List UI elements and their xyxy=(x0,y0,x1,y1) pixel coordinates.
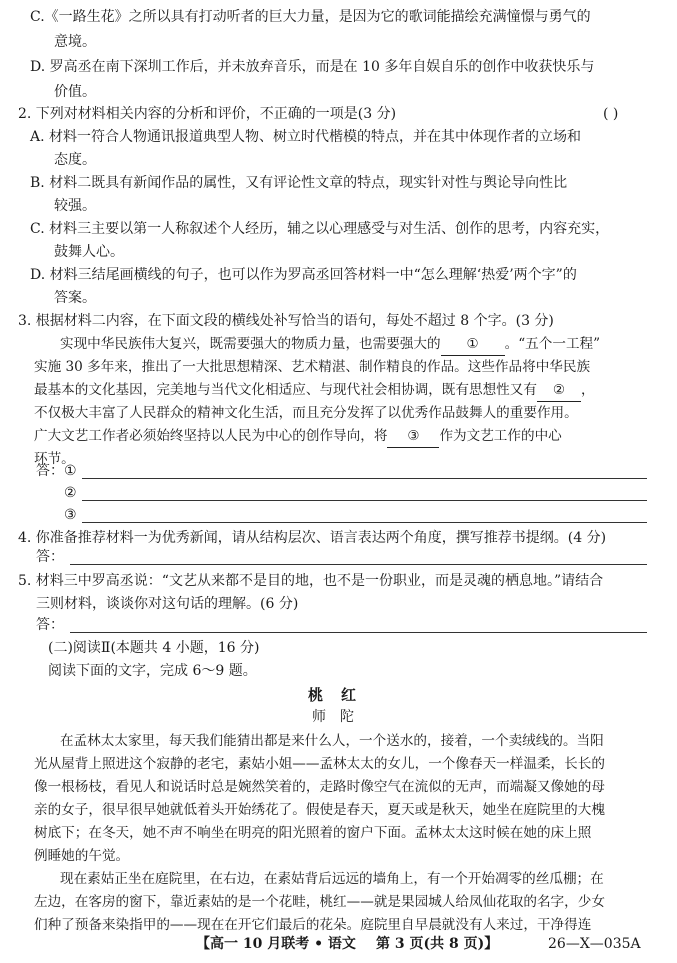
q3-passage-line4: 不仅极大丰富了人民群众的精神文化生活，而且充分发挥了以优秀作品鼓舞人的重要作用。 xyxy=(34,405,578,421)
q3-blank-1[interactable]: ① xyxy=(441,333,505,356)
q2-stem: 2. 下列对材料相关内容的分析和评价，不正确的一项是(3 分) xyxy=(18,106,397,122)
passage-line: 像一根杨枝，看见人和说话时总是婉然笑着的，走路时像空气在流似的无声，而端凝又像她的母 xyxy=(34,779,605,795)
q3-passage-line2: 实施 30 多年来，推出了一大批思想精深、艺术精湛、制作精良的作品。这些作品将中华民族 xyxy=(34,359,591,375)
passage-line: 们种了预备来染指甲的——现在在开它们最后的花朵。庭院里自早晨就没有人来过，干净得连 xyxy=(34,917,592,933)
q3-passage-text: 作为文艺工作的中心 xyxy=(439,428,562,444)
q3-passage-text: ， xyxy=(580,382,595,398)
q1-option-c-line1: C.《一路生花》之所以具有打动听者的巨大力量，是因为它的歌词能描绘充满憧憬与勇气的 xyxy=(30,9,591,25)
q4-answer-line[interactable] xyxy=(70,564,647,565)
q3-blank-3[interactable]: ③ xyxy=(387,425,439,448)
q5-stem-line1: 5. 材料三中罗高丞说：“文艺从来都不是目的地，也不是一份职业，而是灵魂的栖息地。”请结合 xyxy=(18,573,604,589)
q2-option-b-line2: 较强。 xyxy=(54,198,96,214)
q3-answer-line-3[interactable] xyxy=(82,522,647,523)
passage-author: 师陀 xyxy=(312,709,368,725)
q2-option-d-line1: D. 材料三结尾画横线的句子，也可以作为罗高丞回答材料一中“怎么理解‘热爱’两个字”的 xyxy=(30,267,577,283)
q2-option-a-line2: 态度。 xyxy=(54,152,96,168)
q1-option-c-line2: 意境。 xyxy=(54,34,96,50)
q2-option-c-line1: C. 材料三主要以第一人称叙述个人经历，辅之以心理感受与对生活、创作的思考，内容充实， xyxy=(30,221,610,237)
passage-line: 左边，在客房的窗下，靠近素姑的是一个花畦，桃红——就是果园城人给凤仙花取的名字，少女 xyxy=(34,894,605,910)
q3-blank-2[interactable]: ② xyxy=(537,379,581,402)
passage-line: 亲的女子，很早很早她就低着头开始绣花了。假使是春天，夏天或是秋天，她坐在庭院里的大槐 xyxy=(34,802,605,818)
reading2-header: (二)阅读Ⅱ(本题共 4 小题，16 分) xyxy=(48,640,260,656)
q3-answer-line-2[interactable] xyxy=(82,500,647,501)
q3-passage-line5 xyxy=(34,425,562,448)
q3-passage-text: 实现中华民族伟大复兴，既需要强大的物质力量，也需要强大的 xyxy=(60,336,441,352)
passage-line: 例睡她的午觉。 xyxy=(34,848,130,864)
footer-page-number: 第 3 页(共 8 页)】 xyxy=(376,936,499,952)
q2-option-b-line1: B. 材料二既具有新闻作品的属性，又有评论性文章的特点，现实针对性与舆论导向性比 xyxy=(30,175,568,191)
q5-stem-line2: 三则材料，谈谈你对这句话的理解。(6 分) xyxy=(36,596,299,612)
q3-answer-number-3: ③ xyxy=(64,507,77,523)
footer-exam-name: 【高一 10 月联考 • 语文 xyxy=(196,936,356,952)
q2-option-d-line2: 答案。 xyxy=(54,290,96,306)
passage-line: 现在素姑正坐在庭院里，在右边，在素姑背后远远的墙角上，有一个开始凋零的丝瓜棚；在 xyxy=(60,871,604,887)
q2-answer-paren[interactable]: ( ) xyxy=(603,106,619,122)
q4-answer-label: 答： xyxy=(36,549,64,565)
footer-code: 26—X—035A xyxy=(548,936,641,952)
q2-option-a-line1: A. 材料一符合人物通讯报道典型人物、树立时代楷模的特点，并在其中体现作者的立场和 xyxy=(30,129,582,145)
q3-passage-text: 。“五个一工程” xyxy=(504,336,601,352)
q3-passage-line6: 环节。 xyxy=(34,451,75,467)
q3-passage-line3 xyxy=(34,379,595,402)
q3-passage-text: 广大文艺工作者必须始终坚持以人民为中心的创作导向，将 xyxy=(34,428,388,444)
reading2-instruction: 阅读下面的文字，完成 6～9 题。 xyxy=(48,663,257,679)
q3-answer-line-1[interactable] xyxy=(82,478,647,479)
q3-answer-number-2: ② xyxy=(64,485,77,501)
q3-answer-label: 答： xyxy=(36,463,64,479)
q3-passage-line1 xyxy=(60,333,600,356)
q5-answer-label: 答： xyxy=(36,617,64,633)
q5-answer-line[interactable] xyxy=(70,632,647,633)
q3-passage-text: 最基本的文化基因，完美地与当代文化相适应、与现代社会相协调，既有思想性又有 xyxy=(34,382,537,398)
q3-stem: 3. 根据材料二内容，在下面文段的横线处补写恰当的语句，每处不超过 8 个字。(3 分) xyxy=(18,313,554,329)
q4-stem: 4. 你准备推荐材料一为优秀新闻，请从结构层次、语言表达两个角度，撰写推荐书提纲。(4 分) xyxy=(18,530,607,546)
q2-option-c-line2: 鼓舞人心。 xyxy=(54,244,124,260)
passage-line: 在孟林太太家里，每天我们能猜出都是来什么人，一个送水的，接着，一个卖绒线的。当阳 xyxy=(60,733,604,749)
passage-title: 桃红 xyxy=(308,686,375,704)
passage-line: 树底下；在冬天，她不声不响坐在明亮的阳光照着的窗户下面。孟林太太这时候在她的床上照 xyxy=(34,825,592,841)
q1-option-d-line2: 价值。 xyxy=(54,84,96,100)
q3-answer-number-1: ① xyxy=(64,463,77,479)
passage-line: 光从屋背上照进这个寂静的老宅，素姑小姐——孟林太太的女儿，一个像春天一样温柔，长长的 xyxy=(34,756,605,772)
q1-option-d-line1: D. 罗高丞在南下深圳工作后，并未放弃音乐，而是在 10 多年自娱自乐的创作中收获快乐与 xyxy=(30,59,595,75)
